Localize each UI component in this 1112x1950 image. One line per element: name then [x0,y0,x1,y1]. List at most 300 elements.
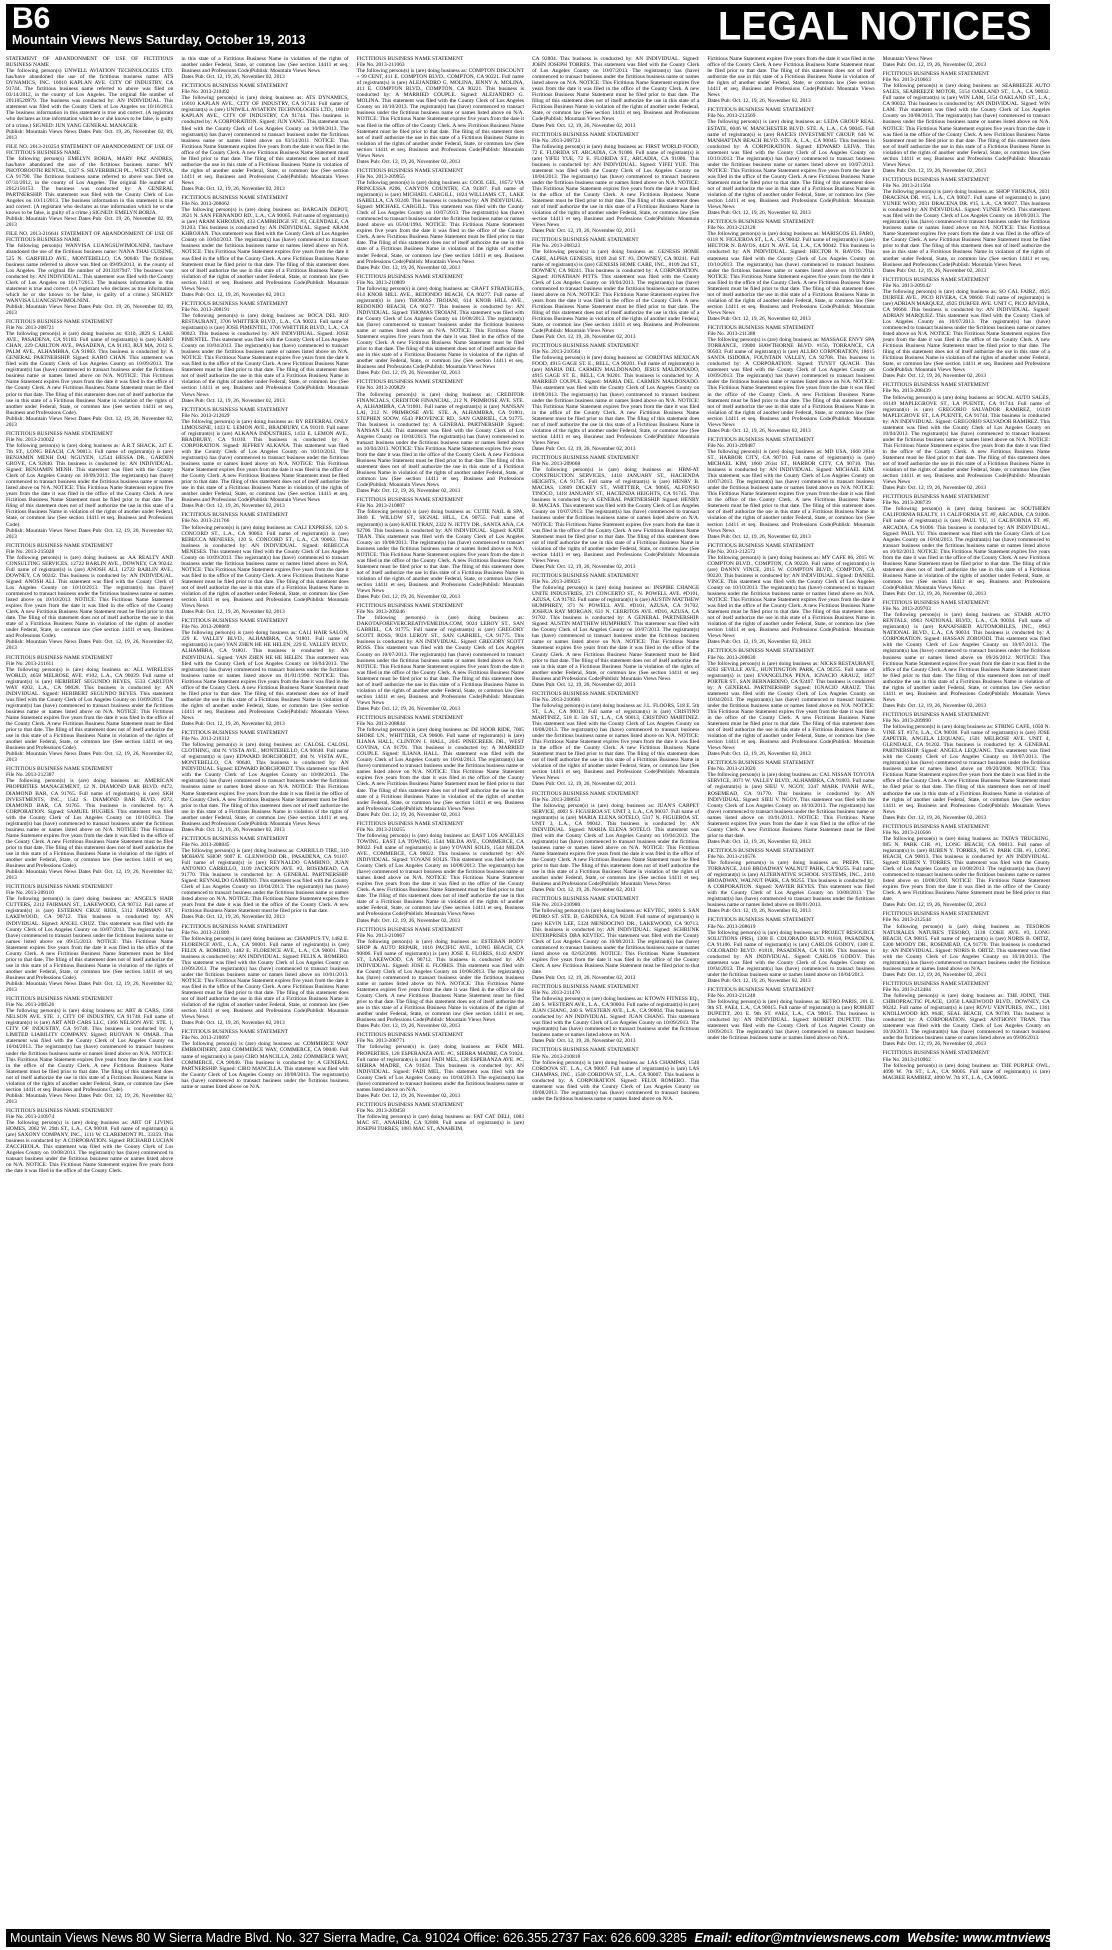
notice-title: FICTITIOUS BUSINESS NAME STATEMENT [6,996,113,1003]
notice-file-number: File No. 2013-208653 [531,796,581,803]
legal-notice [181,83,348,192]
notice-title: FICTITIOUS BUSINESS NAME STATEMENT [882,600,990,607]
legal-notice [6,56,173,141]
notice-publication-dates: Dates Pub: Oct. 12, 19, 26, November 02, 2013 [707,751,811,758]
notice-file-number: File No. 2013-210576 [707,854,756,860]
notice-publication-dates: Dates Pub: Oct. 12, 19, 26, November 02, 2013 [707,977,811,984]
notice-file-number: File No. 2013-209458 [356,1107,405,1114]
legal-notice [707,648,874,757]
legal-notice [532,56,699,129]
notice-file-number: File No. 2013-215028 [6,548,55,555]
notice-title: FICTITIOUS BUSINESS NAME STATEMENT [181,835,288,842]
notice-title: FICTITIOUS BUSINESS NAME STATEMENT [882,980,990,987]
notice-file-number: File No. 2013-211809 [181,929,230,936]
notice-title: FICTITIOUS BUSINESS NAME STATEMENT [707,325,814,332]
legal-notice [357,56,524,165]
legal-notice [883,712,1050,821]
notice-body: The following person(s) is (are) doing business as: LAS CHAMPAS, 1540 CORDOVA ST., L.A., CA 90007. Full name of registrant(s) is (are) LAS CHAMPAS, INC., 1540 CORDOVA ST., L.A., CA 90007. This business is conducted by: A CORPORATION. Signed: FELIX ROMERO. This statement was filed with the County Clerk of Los Angeles County on 10/08/2013. The registrant(s) has (have) commenced to transact business under the fictitious business name or names listed above on N/A. [531,1059,700,1102]
notice-body: The following person(s) is (are) doing business as: SO CAL FAIRZ, 4925 DURFEE AVE., PICO RIVERA, CA 90660. Full name of registrant(s) is (are) ADRIAN MARQUEZ, 4925 DURFEE AVE. UNIT C, PICO RIVERA, CA 90660. This business is conducted by: AN INDIVIDUAL. Signed: ADRIAN MARQUEZ. This statement was filed with the County Clerk of Los Angeles County on 10/07/2013. The registrant(s) has (have) commenced to transact business under the fictitious business name or names listed above on N/A. NOTICE: This Fictitious Name Statement expires five years from the date it was filed in the office of the County Clerk. A new Fictitious Business Name Statement must be filed prior to that date. The filing of this statement does not of itself authorize the use in this state of a Fictitious Business Name in violation of the rights of another under Federal, State, or common law (See section 14411 et seq. Business and Professions Code)Publish: Mountain Views News [882,288,1050,374]
notice-columns [6,56,1050,1928]
footer-email: Email: editor@mtnviewsnews.com [694,1931,900,1945]
notice-body: The following person(s) is (are) doing business as: GENESIS HOME CARE, ALPHA GENESIS, 8109 2nd ST. #3, DOWNEY, CA 90241. Full name of registrant(s) is (are) GENESIS HOME CARE, INC., 8109 2nd ST., DOWNEY, CA 90241. This business is conducted by: A CORPORATION. Signed: JONATHAN PITTS. This statement was filed with the County Clerk of Los Angeles County on 10/04/2013. The registrant(s) has (have) commenced to transact business under the fictitious business name or names listed above on N/A. NOTICE: This Fictitious Name Statement expires five years from the date it was filed in the office of the County Clerk. A new Fictitious Business Name Statement must be filed prior to that date. The filing of this statement does not of itself authorize the use in this state of a Fictitious Business Name in violation of the rights of another under Federal, State, or common law (See section 14411 et seq. Business and Professions Code)Publish: Mountain Views News [531,249,700,335]
notice-file-number: File No. 2013-208526 [6,1002,55,1009]
notice-body: The following person(s) is (are) doing business as: JUAN'S CARPET SERVICE, 4003 S. FIGUEROA ST. UNIT 3, L.A., CA 90037. Full name of registrant(s) is (are) MARIA ELENA SOTELO, 5317 N. FIGUEROA ST. UNIT 3, L.A., CA 90042. This business is conducted by: AN INDIVIDUAL. Signed: MARIA ELENA SOTELO. This statement was filed with the County Clerk of Los Angeles County on 10/04/2013. The registrant(s) has (have) commenced to transact business under the fictitious business name or names listed above on N/A. NOTICE: This Fictitious Name Statement expires five years from the date it was filed in the office of the County Clerk. A new Fictitious Business Name Statement must be filed prior to that date. The filing of this statement does not of itself authorize the use in this state of a Fictitious Business Name in violation of the rights of another under Federal, State, or common law (See section 14411 et seq. Business and Professions Code)Publish: Mountain Views News [531,802,700,888]
notice-title: FICTITIOUS BUSINESS NAME STATEMENT [531,983,639,990]
notice-publication-dates: Dates Pub: Oct. 12, 19, 26, November 02, 2013 [531,228,636,235]
notice-body: The following person(s) is (are) doing business as: 0310, 2829 S. LAKE AVE., PASADENA, CA 91103. Full name of registrant(s) is (are) KARO CHAN, 229 CARLTON AVE., PASADENA, CA 91103, RUI MA, 2012 S. PALM AVE., ALHAMBRA, CA 91803. This business is conducted by: A GENERAL PARTNERSHIP. Signed: KARO CHAN. This statement was filed with the County Clerk of Los Angeles County on 10/09/2013. The registrant(s) has (have) commenced to transact business under the fictitious business name or names listed above on N/A. NOTICE: This Fictitious Name Statement expires five years from the date it was filed in the office of the County Clerk. A new Fictitious Business Name Statement must be filed prior to that date. The filing of this statement does not of itself authorize the use in this state of a Fictitious Business Name in violation of the rights of another under Federal, State, or common law (See section 14411 et seq. Business and Professions Code). [6,331,174,416]
notice-file-number: File No. 2013-208771 [356,1038,405,1045]
notice-publication-dates: Publish: Mountain Views News Dates Pub: Oct. 12, 19, 26, November 02, 2013 [6,980,174,994]
notice-title: FICTITIOUS BUSINESS NAME STATEMENT [531,343,639,350]
notice-publication-dates: Dates Pub: Oct. 12, 19, 26, November 02, 2013 [707,533,811,540]
notice-file-number: File No. 2013-209142 [882,282,931,289]
legal-notice [6,1108,173,1175]
legal-notice [883,981,1050,1048]
notice-title: FICTITIOUS BUSINESS NAME STATEMENT [356,714,464,721]
notice-title: FICTITIOUS BUSINESS NAME STATEMENT [181,512,288,519]
notice-title: FICTITIOUS BUSINESS NAME STATEMENT [6,1107,113,1114]
legal-notice [6,144,173,229]
legal-notice [357,821,524,924]
notice-title: FICTITIOUS BUSINESS NAME STATEMENT [6,654,113,661]
notice-body: The following person(s) is (are) doing business as: COMPTON DISCOUNT + 99 CENT, 411 E. COMPTON BLVD., COMPTON, CA 90221. Full name of registrant(s) is (are) ALEJANDRO G. MOLINA, JENNY A. MOLINA, 411 E. COMPTON BLVD., COMPTON, CA 90221. This business is conducted by: A MARRIED COUPLE. Signed: ALEJANDRO G. MOLINA. This statement was filed with the County Clerk of Los Angeles County on 10/10/2013. The registrant(s) has (have) commenced to transact business under the fictitious business name or names listed above on N/A. NOTICE: This Fictitious Name Statement expires five years from the date it was filed in the office of the County Clerk. A new Fictitious Business Name Statement must be filed prior to that date. The filing of this statement does not of itself authorize the use in this state of a Fictitious Business Name in violation of the rights of another under Federal, State, or common law (See section 14411 et seq. Business and Professions Code)Publish: Mountain Views News [356,68,524,159]
legal-notice [883,277,1050,380]
notice-body: The following person(s) is (are) doing business as: CALI EXPRESS, 120 S. CONCORD ST., L.A., CA 90063. Full name of registrant(s) is (are) REBECCA MENESES, 120 S. CONCORD ST., L.A., CA 90063. This business is conducted by: AN INDIVIDUAL. Signed: REBECCA MENESES. This statement was filed with the County Clerk of Los Angeles County on 10/09/2013. The registrant(s) has (have) commenced to transact business under the fictitious business name or names listed above on N/A. NOTICE: This Fictitious Name Statement expires five years from the date it was filed in the office of the County Clerk. A new Fictitious Business Name Statement must be filed prior to that date. The filing of this statement does not of itself authorize the use in this state of a Fictitious Business Name in violation of the rights of another under Federal, State, or common law (See section 14411 et seq. Business and Professions Code)Publish: Mountain Views News [181,524,349,610]
notice-publication-dates: Dates Pub: Oct. 12, 19, 26, November 02, 2013 [882,902,987,909]
notice-title: FICTITIOUS BUSINESS NAME STATEMENT [882,71,990,78]
notice-file-number: File No. 2013-208323 [531,243,581,250]
legal-notice [6,319,173,428]
notice-title: FICTITIOUS BUSINESS NAME STATEMENT [882,911,990,918]
legal-notice [707,917,874,984]
notice-body: The following person(s) is (are) doing business as: MY CAFE 86, 2015 W. COMPTON BLVD., COMPTON, CA 90220. Full name of registrant(s) is (are) DANNY VINCE, 2015 W. COMPTON BLVD., COMPTON, CA 90220. This business is conducted by: AN INDIVIDUAL. Signed: DANIEL VINCE. This statement was filed with the County Clerk of Los Angeles County on 10/10/2013. The registrant(s) has (have) commenced to transact business under the fictitious business name or names listed above on N/A. NOTICE: This Fictitious Name Statement expires five years from the date it was filed in the office of the County Clerk. A new Fictitious Business Name Statement must be filed prior to that date. The filing of this statement does not of itself authorize the use in this state of a Fictitious Business Name in violation of the rights of another under Federal, State, or common law (See section 14411 et seq. Business and Professions Code)Publish: Mountain Views News [707,554,875,640]
notice-body: The following person(s) is (are) doing business as: THE PURPLE OWL, 4090 W. 7th ST., L.A., CA 90005. Full name of registrant(s) is (are) MACREE RAMIREZ, 4090 W. 7th ST., L.A., CA 90005. [882,1062,1050,1081]
notice-body: The following person(s) is (are) doing business as: FIRST WORLD FOOD, 72 E. FLORIDA ST. ARCADIA, CA 91006. Full name of registrant(s) is (are) YIFEI YUE, 72 E. FLORIDA ST., ARCADIA, CA 91006. This business is conducted by: AN INDIVIDUAL. Signed: YIFEI YUE. This statement was filed with the County Clerk of Los Angeles County on 10/04/2013. The registrant(s) has (have) commenced to transact business under the fictitious business name or names listed above on N/A. NOTICE: This Fictitious Name Statement expires five years from the date it was filed in the office of the County Clerk. A new Fictitious Business Name Statement must be filed prior to that date. The filing of this statement does not of itself authorize the use in this state of a Fictitious Business Name in violation of the rights of another under Federal, State, or common law (See section 14411 et seq. Business and Professions Code)Publish: Mountain Views News [531,143,700,229]
notice-title: FICTITIOUS BUSINESS NAME STATEMENT [707,219,814,226]
notice-publication-dates: Dates Pub: Oct. 12, 19, 26, November 02, 2013 [356,811,461,818]
notice-file-number: File No. 2013-211248 [707,993,756,1000]
notice-title: FICTITIOUS BUSINESS NAME STATEMENT [707,542,814,549]
notice-title: FILE NO. 2013-216641 STATEMENT OF ABANDONMENT OF USE OF FICTITIOUS BUSINESS NAME [6,231,174,244]
notice-title: FICTITIOUS BUSINESS NAME STATEMENT [356,497,464,504]
legal-notice [181,1029,348,1089]
notice-body: The following person(s) is (are) doing business as: A.R.T SHACK, 247 E. 7th ST., LONG BEACH, CA 90813. Full name of registrant(s) is (are) BENJAMIN MENH DAI NGUYEN, 12544 HESSA DR., GARDEN GROVE, CA 92840. This business is conducted by: AN INDIVIDUAL. Signed: BENJAMIN MENH. This statement was filed with the County Clerk of Los Angeles County on 10/09/2013. The registrant(s) has (have) commenced to transact business under the fictitious business name or names listed above on N/A. NOTICE: This Fictitious Name Statement expires five years from the date it was filed in the office of the County Clerk. A new Fictitious Business Name Statement must be filed prior to that date. The filing of this statement does not of itself authorize the use in this state of a Fictitious Business Name in violation of the rights of another under Federal, State, or common law (See section 14411 et seq. Business and Professions Code). [6,442,174,528]
legal-notice [181,407,348,510]
notice-file-number: File No. 2013-209955 [356,173,405,180]
notice-title: FICTITIOUS BUSINESS NAME STATEMENT [181,300,288,307]
notice-body: The following person(s) UNWELL AVIATION TECHNOLOGIES LTD. has/have abandoned the use of the fictitious business name: ATS DYNAMICS, INC. 16010 KAPLAN AVE. CITY OF INDUSTRY, CA 91744. The fictitious business name referred to above was filed on 03/14/2012, in the county of Los Angeles. The original file number of 20110520979. The business was conducted by: AN INDIVIDUAL. This statement was filed with the County Clerk of Los Angeles on 10/16/2013. The business information in this statement is true and correct. (A registrant who declares as true information which he or she knows to be false, is guilty of a crime.) SIGNED: JUN YANG GENERAL MANAGER [6,68,174,129]
notice-title: FICTITIOUS BUSINESS NAME STATEMENT [882,494,990,501]
notice-title: FICTITIOUS BUSINESS NAME STATEMENT [531,790,639,797]
notice-body: The following person(s) is (are) doing business as: DAKOTAFOREVERCREATIVEMEDIA.COM, 9024 LEROY ST., SAN GABRIEL, CA 91775. Full name of registrant(s) is (are) GREGORY SCOTT ROSS, 9024 LEROY ST., SAN GABRIEL, CA 91775. This business is conducted by: AN INDIVIDUAL. Signed: GREGORY SCOTT ROSS. This statement was filed with the County Clerk of Los Angeles County on 10/07/2013. The registrant(s) has (have) commenced to transact business under the fictitious business name or names listed above on N/A. NOTICE: This Fictitious Name Statement expires five years from the date it was filed in the office of the County Clerk. A new Fictitious Business Name Statement must be filed prior to that date. The filing of this statement does not of itself authorize the use in this state of a Fictitious Business Name in violation of the rights of another under Federal, State, or common law (See section 14411 et seq. Business and Professions Code)Publish: Mountain Views News [356,615,524,706]
notice-title: FICTITIOUS BUSINESS NAME STATEMENT [882,276,990,283]
notice-publication-dates: Dates Pub: Oct. 12, 19, 26, November 02, 2013 [181,914,285,921]
legal-notice [707,760,874,845]
page-footer [6,1929,1112,1947]
notice-publication-dates: Dates Pub: Oct. 12, 19, 26, November 02, 2013 [882,702,987,709]
notice-file-number: File No. 2013-209246 [356,609,405,616]
notice-title: FICTITIOUS BUSINESS NAME STATEMENT [181,730,288,737]
notice-publication-dates: Publish: Mountain Views News Dates Pub: Oct. 12, 19, 26, November 02, 2013 [6,415,174,428]
notice-file-number: File No. 2013-211564 [882,182,931,189]
notice-body: CA 92804. This business is conducted by: AN INDIVIDUAL. Signed: JOHN JOSEPH TORRES. This statement was filed with the County Clerk of Los Angeles County on 10/07/2013. The registrant(s) has (have) commenced to transact business under the fictitious business name or names listed above on N/A. NOTICE: This Fictitious Name Statement expires five years from the date it was filed in the office of the County Clerk. A new Fictitious Business Name Statement must be filed prior to that date. The filing of this statement does not of itself authorize the use in this state of a Fictitious Business Name in violation of the rights of another under Federal, State, or common law (See section 14411 et seq. Business and Professions Code)Publish: Mountain Views News [531,56,700,123]
notice-file-number: File No. 2013-210312 [181,736,230,743]
notice-file-number: File No. 2013-209025 [531,578,581,585]
legal-notice [181,512,348,615]
legal-notice [357,379,524,494]
legal-notice [707,543,874,646]
notice-file-number: File No. 2013-210564 [531,349,581,356]
notice-body: The following person(s) is (are) doing business as: ART & CARS, 1366 NELSON AVE. STE. 1, CITY OF INDUSTRY, CA 91748. Full name of registrant(s) is (are) ART AND CARS LLC, 1366 NELSON AVE. STE. 1, CITY OF INDUSTRY, CA 91748. This business is conducted by: A LIMITED LIABILITY COMPANY. Signed: RUOYAN N. OMAR. This statement was filed with the County Clerk of Los Angeles County on 10/04/2013. The registrant(s) has (have) commenced to transact business under the fictitious business name or names listed above on N/A. NOTICE: This Fictitious Name Statement expires five years from the date it was filed in the office of the County Clerk. A new Fictitious Business Name Statement must be filed prior to that date. The filing of this statement does not of itself authorize the use in this state of a Fictitious Business Name in violation of the rights of another under Federal, State, or common law (See section 14411 et seq. Business and Professions Code). [6,1008,174,1093]
notice-file-number: File No. 2013-210974 [6,1113,55,1120]
notice-publication-dates: Dates Pub: Oct. 12, 19, 26, November 02, 2013 [531,445,636,452]
notice-publication-dates: Dates Pub: Oct. 12, 19, 26, November 02, 2013 [181,74,285,81]
notice-title: FICTITIOUS BUSINESS NAME STATEMENT [356,820,464,827]
notice-publication-dates: Dates Pub: Oct. 12, 19, 26, November 02, 2013 [531,681,636,688]
notice-body: The following person(s) is (are) doing business as: FAT CAT DELI, 1083 MAC ST., ANAHEIM, CA 92808. Full name of registrant(s) is (are) JOSEPH TORRES, 1083 MAC ST., ANAHEIM, [356,1113,524,1133]
legal-notice [532,1047,699,1101]
notice-publication-dates: Dates Pub: Oct. 12, 19, 26, November 02, 2013 [707,639,811,646]
notice-file-number: File No. 2013-209110 [6,890,54,897]
notice-file-number: File No. 2013-208619 [707,923,756,930]
notice-title: FICTITIOUS BUSINESS NAME STATEMENT [707,436,814,443]
notice-file-number: File No. 2013-210962 [882,1056,931,1063]
legal-notice [532,455,699,570]
notice-body: The following person(s) is (are) doing business as: ART OF LIVING HOMES, 2062 W. 29th ST., L.A., CA 90018. Full name of registrant(s) is (are) SAXONY COMPANY, INC., 1111 W. CLAREMONT PL. 33359. This business is conducted by: A CORPORATION. Signed: RICHARD LUCIAN ZACCHEOLA. This statement was filed with the County Clerk of Los Angeles County on 10/08/2013. The registrant(s) has (have) commenced to transact business under the fictitious business name or names listed above on N/A. NOTICE: This Fictitious Name Statement expires five years from the date it was filed in the office of the County Clerk. [6,1120,174,1175]
notice-publication-dates: Dates Pub: Oct. 12, 19, 26, November 02, 2013 [882,971,987,978]
notice-title: FICTITIOUS BUSINESS NAME STATEMENT [356,379,464,386]
legal-notice [883,56,1050,68]
notice-publication-dates: Publish: Mountain Views News Dates Pub: Oct. 12, 19, 26, November 02, 2013 [6,639,174,652]
notice-title: FICTITIOUS BUSINESS NAME STATEMENT [531,572,639,579]
legal-notice [6,884,173,993]
legal-notice [6,996,173,1105]
notice-title: FICTITIOUS BUSINESS NAME STATEMENT [356,603,464,610]
notice-publication-dates: Dates Pub: Oct. 12, 19, 26, November 02, 2013 [882,167,987,174]
legal-notice [707,219,874,322]
legal-notice [181,56,348,80]
notice-file-number: File No. 2013-212629 [181,412,230,419]
notice-file-number: File No. 2013-210492 [181,89,230,96]
notice-body: The following person(s) is (are) doing business as: THE JOINT, THE CHIROPRACTIC PLACE, 12050 LAKEWOOD BLVD., DOWNEY, CA 90242. Full name of registrant(s) is (are) ROVU VENTURES, INC., 1361 KNOLLWOOD RD. #64E, SEAL BEACH, CA 90740. This business is conducted by: A CORPORATION. Signed: ANTHONY TRAN. This statement was filed with the County Clerk of Los Angeles County on 10/10/2013. The registrant(s) has (have) commenced to transact business under the fictitious business name or names listed above on 09/06/2013. [882,993,1050,1042]
notice-publication-dates: Publish: Mountain Views News Dates Pub: Oct. 19, 26, November 02, 09, 2013 [6,303,174,316]
notice-body: The following person(s) is (are) doing business as: SOCAL AUTO SALES, 16149 MAPLEGROVE ST., LA PUENTE, CA 91744. Full name of registrant(s) is (are) GREGORIO SALVADOR RAMIREZ, 16149 MAPLEGROVE ST., LA PUENTE, CA 91744. This business is conducted by: AN INDIVIDUAL. Signed: GREGORIO SALVADOR RAMIREZ. This statement was filed with the County Clerk of Los Angeles County on 10/04/2013. The registrant(s) has (have) commenced to transact business under the fictitious business name or names listed above on N/A. NOTICE: This Fictitious Name Statement expires five years from the date it was filed in the office of the County Clerk. A new Fictitious Business Name Statement must be filed prior to that date. The filing of this statement does not of itself authorize the use in this state of a Fictitious Business Name in violation of the rights of another under Federal, State, or common law (See section 14411 et seq. Business and Professions Code)Publish: Mountain Views News [882,394,1050,486]
notice-body: The following person(s) is (are) doing business as: FADI MEL PROPERTIES, 128 ESPERANZA AVE. #C, SIERRA MADRE, CA 91024. Full name of registrant(s) is (are) FADI MEL, 128 ESPERANZA AVE. #C, SIERRA MADRE, CA 91024. This business is conducted by: AN INDIVIDUAL. Signed: FADI MEL. This statement was filed with the County Clerk of Los Angeles County on 10/04/2013. The registrant(s) has (have) commenced to transact business under the fictitious business name or names listed above on N/A. [356,1044,524,1093]
notice-body: The following person(s) is (are) doing business as: CARRILLO TIRE, 310 MOHAVE SHOP, 9007 E. GLENWOOD DR., PASADENA, CA 91107. Full name of registrant(s) is (are) REYNALDO GAMBINO, JUAN ANTONIO CARRILLO, 3109 JACKSON AVE. #2, ROSEMEAD, CA 91770. This business is conducted by: A GENERAL PARTNERSHIP. Signed: REYNALDO GAMBINO. This statement was filed with the County Clerk of Los Angeles County on 10/04/2013. The registrant(s) has (have) commenced to transact business under the fictitious business name or names listed above on N/A. NOTICE: This Fictitious Name Statement expires five years from the date it was filed in the office of the County Clerk. A new Fictitious Business Name Statement must be filed prior to that date. [181,847,349,915]
legal-notice [357,1032,524,1099]
legal-notice [532,343,699,452]
legal-notice [883,1050,1050,1080]
notice-body: The following person(s) is (are) doing business as: KEVTEC, 16801 S. SAN PEDRO ST. STE. B, GARDENA, CA 90248. Full name of registrant(s) is (are) KEVIN LEE, 5324 MENDOCINO DR., LAKEWOOD, CA 90713. This business is conducted by: AN INDIVIDUAL. Signed: SCHRUNK ENTERPRISES DBA KEVTEC. This statement was filed with the County Clerk of Los Angeles County on 10/08/2013. The registrant(s) has (have) commenced to transact business under the fictitious business name or names listed above on 02/02/2006. NOTICE: This Fictitious Name Statement expires five years from the date it was filed in the office of the County Clerk. A new Fictitious Business Name Statement must be filed prior to that date. [531,908,700,975]
legal-notice [181,618,348,727]
notice-file-number: File No. 2013-210818 [531,1053,581,1060]
notice-body: The following person(s) is (are) doing business as: CRAFT STRATEGIES, 614 KNOB HILL AVE., REDONDO BEACH, CA 90277. Full name of registrant(s) is (are) THOMAS TROIANI, 614 KNOB HILL AVE., REDONDO BEACH, CA 90277. This business is conducted by: AN INDIVIDUAL. Signed: THOMAS TROIANI. This statement was filed with the County Clerk of Los Angeles County on 10/08/2013. The registrant(s) has (have) commenced to transact business under the fictitious business name or names listed above on N/A. NOTICE: This Fictitious Name Statement expires five years from the date it was filed in the office of the County Clerk. A new Fictitious Business Name Statement must be filed prior to that date. The filing of this statement does not of itself authorize the use in this state of a Fictitious Business Name in violation of the rights of another under Federal, State, or common law (See section 14411 et seq. Business and Professions Code)Publish: Mountain Views News [356,285,524,371]
notice-file-number: File No. 2013-210980 [531,902,581,909]
notice-publication-dates: Dates Pub: Oct. 12, 19, 26, November 02, 2013 [356,264,461,271]
notice-file-number: File No. 2013-212569 [707,113,756,120]
legal-notice [883,71,1050,174]
legal-notice [883,911,1050,978]
notice-title: FICTITIOUS BUSINESS NAME STATEMENT [531,455,639,461]
legal-notice [883,382,1050,491]
notice-body: The following person(s) WANVISA LUANGSUWIMOLNINI, has/have abandoned the use of the fictitious business name: NANA THAI CUISINE, 525 N. GARFIELD AVE., MONTEBELLO, CA 90640. The fictitious business name referred to above was filed on 09/09/2013, in the county of Los Angeles. The original file number of 2013187947. The business was conducted by: AN INDIVIDUAL. This statement was filed with the County Clerk of Los Angeles on 10/17/2013. The business information in this statement is true and correct. (A registrant who declares as true information which he or she knows to be false, is guilty of a crime.) SIGNED: WANVISA LUANGSUWIMOLNINI. [6,243,174,304]
notice-file-number: File No. 2013-212128 [707,225,756,232]
notice-file-number: File No. 2013-210255 [356,826,405,833]
notice-publication-dates: Publish: Mountain Views News Dates Pub: Oct. 19, 26, November 02, 09, 2013 [6,128,174,141]
notice-publication-dates: Dates Pub: Oct. 12, 19, 26, November 02, 2013 [181,609,285,616]
notice-publication-dates: Dates Pub: Oct. 12, 19, 26, November 02, 2013 [531,334,636,341]
legal-notice [532,691,699,788]
page-number: B6 [12,2,51,35]
notice-publication-dates: Dates Pub: Oct. 12, 19, 26, November 02, 2013 [531,563,636,570]
notice-publication-dates: Publish: Mountain Views News Dates Pub: Oct. 12, 19, 26, November 02, 2013 [6,869,174,882]
notice-body: Mountain Views News [882,56,933,62]
notice-publication-dates: Dates Pub: Oct. 12, 19, 26, November 02, 2013 [181,185,285,192]
legal-notice [707,848,874,915]
legal-notice [6,231,173,316]
notice-body: The following person(s) is (are) doing business as: HBM-AT CONSTRUCTION SERVICES, 1418 JANUARY ST., HACIENDA HEIGHTS, CA 91745. Full name of registrant(s) is (are) HENRY B. MACIAS, 13609 DICKEY ST., WHITTIER, CA 90605, ALFONSO TINOCO, 1418 JANUARY ST., HACIENDA HEIGHTS, CA 91745. This business is conducted by: A GENERAL PARTNERSHIP. Signed: HENRY B. MACIAS. This statement was filed with the County Clerk of Los Angeles County on 10/07/2013. The registrant(s) has (have) commenced to transact business under the fictitious business name or names listed above on N/A. NOTICE: This Fictitious Name Statement expires five years from the date it was filed in the office of the County Clerk. A new Fictitious Business Name Statement must be filed prior to that date. The filing of this statement does not of itself authorize the use in this state of a Fictitious Business Name in violation of the rights of another under Federal, State, or common law (See section 14411 et seq. Business and Professions Code)Publish: Mountain Views News [531,467,700,564]
notice-title: FICTITIOUS BUSINESS NAME STATEMENT [707,917,814,924]
notice-title: FICTITIOUS BUSINESS NAME STATEMENT [6,430,113,437]
notice-title: FICTITIOUS BUSINESS NAME STATEMENT [707,648,814,655]
notice-body: The following person(s) is (are) doing business as: ESTEBAN BODY SHOP & AUTO REPAIR, 1016 PACIFIC AVE., LONG BEACH, CA 90806. Full name of registrant(s) is (are) JOSE E. FLORES, 6142 ANDY ST., LAKEWOOD, CA 90712. This business is conducted by: AN INDIVIDUAL. Signed: JOSE E. FLORES. This statement was filed with the County Clerk of Los Angeles County on 10/08/2013. The registrant(s) has (have) commenced to transact business under the fictitious business name or names listed above on N/A. NOTICE: This Fictitious Name Statement expires five years from the date it was filed in the office of the County Clerk. A new Fictitious Business Name Statement must be filed prior to that date. The filing of this statement does not of itself authorize the use in this state of a Fictitious Business Name in violation of the rights of another under Federal, State, or common law (See section 14411 et seq. Business and Professions Code)Publish: Mountain Views News [356,938,524,1024]
notice-title: FICTITIOUS BUSINESS NAME STATEMENT [6,766,113,773]
notice-body: The following person(s) is (are) doing business as: INSPIRE CHANGE UNITE INDUSTRIES, 371 CONCERTO ST., N. POWELL AVE. #D101, AZUSA, CA 91702. Full name of registrant(s) is (are) AUSTIN MATTHEW HUMPHREY, 371 N. POWELL AVE. #D101, AZUSA, CA 91702, JOSHUA RAY MORGAN, 631 N. CERRITOS AVE. #D16, AZUSA, CA 91702. This business is conducted by: A GENERAL PARTNERSHIP. Signed: AUSTIN MATTHEW HUMPHREY. This statement was filed with the County Clerk of Los Angeles County on 10/07/2013. The registrant(s) has (have) commenced to transact business under the fictitious business name or names listed above on N/A. NOTICE: This Fictitious Name Statement expires five years from the date it was filed in the office of the County Clerk. A new Fictitious Business Name Statement must be filed prior to that date. The filing of this statement does not of itself authorize the use in this state of a Fictitious Business Name in violation of the rights of another under Federal, State, or common law (See section 14411 et seq. Business and Professions Code)Publish: Mountain Views News [531,584,700,682]
notice-body: The following person(s) is (are) doing business as: NICKS RESTAURANT, 8203 SEVILLE AVE., HUNTINGTON PARK, CA 90255. Full name of registrant(s) is (are) EVANGELINA PENA, IGNACIO ARAUZ, 1827 PORTER ST., SAN BERNARDINO, CA 92407. This business is conducted by: A GENERAL PARTNERSHIP. Signed: IGNACIO ARAUZ. This statement was filed with the County Clerk of Los Angeles County on 10/04/2013. The registrant(s) has (have) commenced to transact business under the fictitious business name or names listed above on N/A. NOTICE: This Fictitious Name Statement expires five years from the date it was filed in the office of the County Clerk. A new Fictitious Business Name Statement must be filed prior to that date. The filing of this statement does not of itself authorize the use in this state of a Fictitious Business Name in violation of the rights of another under Federal, State, or common law (See section 14411 et seq. Business and Professions Code)Publish: Mountain Views News [707,660,875,752]
notice-file-number: File No. 2013-208723 [531,137,581,144]
legal-notice [357,1102,524,1132]
notice-body: The following person(s) is (are) doing business as: CHAMPUS TV, 1482 E. FLORENCE AVE., L.A., CA 90001. Full name of registrant(s) is (are) FELIX A. ROMERO, 1482 E. FLORENCE AVE., L.A., CA 90001. This business is conducted by: AN INDIVIDUAL. Signed: FELIX A. ROMERO. This statement was filed with the County Clerk of Los Angeles County on 10/09/2013. The registrant(s) has (have) commenced to transact business under the fictitious business name or names listed above on 10/01/2013. NOTICE: This Fictitious Name Statement expires five years from the date it was filed in the office of the County Clerk. A new Fictitious Business Name Statement must be filed prior to that date. The filing of this statement does not of itself authorize the use in this state of a Fictitious Business Name in violation of the rights of another under Federal, State, or common law (See section 14411 et seq. Business and Professions Code)Publish: Mountain Views News [181,935,349,1021]
notice-body: The following person(s) is (are) doing business as: STARR AUTO RENTALS, 8963 NATIONAL BLVD., L.A., CA 90034. Full name of registrant(s) is (are) RANAFSHED AUTOMOBILES, INC., 8963 NATIONAL BLVD., L.A., CA 90034. This business is conducted by: A CORPORATION. Signed: HASSAN ZOROODI. This statement was filed with the County Clerk of Los Angeles County on 10/07/2013. The registrant(s) has (have) commenced to transact business under the fictitious business name or names listed above on 09/26/2012. NOTICE: This Fictitious Name Statement expires five years from the date it was filed in the office of the County Clerk. A new Fictitious Business Name Statement must be filed prior to that date. The filing of this statement does not of itself authorize the use in this state of a Fictitious Business Name in violation of the rights of another under Federal, State, or common law (See section 14411 et seq. Business and Professions Code)Publish: Mountain Views News [882,612,1050,703]
notice-title: FICTITIOUS BUSINESS NAME STATEMENT [882,823,990,830]
notice-body: The following person(s) is (are) doing business as: MASSAGE ENVY SPA TORRANCE, 19800 HAWTHORNE BLVD. #150, TORRANCE, CA 90503. Full name of registrant(s) is (are) ALLBO CORPORATION, 18615 SANTA ISIDORA, FOUNTAIN VALLEY, CA 92708. This business is conducted by: A CORPORATION. Signed: TUYET QUACH. This statement was filed with the County Clerk of Los Angeles County on 10/09/2013. The registrant(s) has (have) commenced to transact business under the fictitious business name or names listed above on N/A. NOTICE: This Fictitious Name Statement expires five years from the date it was filed in the office of the County Clerk. A new Fictitious Business Name Statement must be filed prior to that date. The filing of this statement does not of itself authorize the use in this state of a Fictitious Business Name in violation of the rights of another under Federal, State, or common law (See section 14411 et seq. Business and Professions Code)Publish: Mountain Views News [707,337,875,428]
notice-file-number: File No. 2013-212544 [882,917,931,924]
notice-file-number: File No. 2013-210097 [181,1035,230,1042]
notice-title: FICTITIOUS BUSINESS NAME STATEMENT [356,56,464,62]
notice-publication-dates: Dates Pub: Oct. 12, 19, 26, November 02, 2013 [882,814,987,821]
notice-column [181,56,348,1928]
legal-notice [883,824,1050,909]
notice-body: The following person(s) is (are) doing business as: AA REALTY AND CONSULTING SERVICES, 12722 BARLIN AVE., DOWNEY, CA 90242. Full name of registrant(s) is (are) ANOSH ALI, 12722 BARLIN AVE., DOWNEY, CA 90242. This business is conducted by: AN INDIVIDUAL. Signed: ANOSH ALI. This statement was filed with the County Clerk of Los Angeles County on 10/10/2013. The registrant(s) has (have) commenced to transact business under the fictitious business name or names listed above on 10/10/2013. NOTICE: This Fictitious Name Statement expires five years from the date it was filed in the office of the County Clerk. A new Fictitious Business Name Statement must be filed prior to that date. The filing of this statement does not of itself authorize the use in this state of a Fictitious Business Name in violation of the rights of another under Federal, State, or common law (See section 14411 et seq. Business and Professions Code). [6,554,174,640]
notice-publication-dates: Dates Pub: Oct. 12, 19, 26, November 02, 2013 [181,721,285,728]
notice-publication-dates: Publish: Mountain Views News Dates Pub: Oct. 12, 19, 26, November 02, 2013 [6,527,174,540]
legal-notice [707,987,874,1041]
notice-file-number: File No. 2013-209990 [882,717,931,724]
notice-title: FICTITIOUS BUSINESS NAME STATEMENT [882,1050,990,1057]
notice-body: The following person(s) is (are) doing business as: J.L. FLOORS, 518 E. 5th ST., L.A., CA 90013. Full name of registrant(s) is (are) CRISTINO MARTINEZ, 518 E. 5th ST., L.A., CA 90013, CRISTINO MARTINEZ. This statement was filed with the County Clerk of Los Angeles County on 10/08/2013. The registrant(s) has (have) commenced to transact business under the fictitious business name or names listed above on N/A. NOTICE: This Fictitious Name Statement expires five years from the date it was filed in the office of the County Clerk. A new Fictitious Business Name Statement must be filed prior to that date. The filing of this statement does not of itself authorize the use in this state of a Fictitious Business Name in violation of the rights of another under Federal, State, or common law (See section 14411 et seq. Business and Professions Code)Publish: Mountain Views News [531,702,700,782]
notice-title: FICTITIOUS BUSINESS NAME STATEMENT [6,884,113,891]
legal-notice [6,655,173,764]
notice-publication-dates: Dates Pub: Oct. 12, 19, 26, November 02, 2013 [882,373,987,380]
legal-notice [532,791,699,894]
notice-title: FICTITIOUS BUSINESS NAME STATEMENT [531,896,639,903]
notice-publication-dates: Dates Pub: Oct. 12, 19, 26, November 02, 2013 [356,1023,461,1030]
notice-publication-dates: Dates Pub: Oct. 12, 19, 26, November 02, 2013 [356,705,461,712]
notice-column [883,56,1050,1928]
notice-title: FICTITIOUS BUSINESS NAME STATEMENT [6,318,113,325]
notice-publication-dates: Dates Pub: Oct. 12, 19, 26, November 02, 2013 [707,838,811,845]
legal-notice [707,56,874,104]
legal-notice [707,325,874,434]
notice-body: The following person(s) is (are) doing business as: LEDA GROUP REAL ESTATE, 6046 W. MANCHESTER BLVD. STE. A, L.A., CA 90045. Full name of registrant(s) is (are) RAICES INVESTMENT GROUP, 646 W. MANHATTAN BEACH BLVD. STE. A, L.A., CA 90045. This business is conducted by: A CORPORATION. Signed: EDWARD LEIVA. This statement was filed with the County Clerk of Los Angeles County on 10/10/2013. The registrant(s) has (have) commenced to transact business under the fictitious business name or names listed above on 10/07/2013. NOTICE: This Fictitious Name Statement expires five years from the date it was filed in the office of the County Clerk. A new Fictitious Business Name Statement must be filed prior to that date. The filing of this statement does not of itself authorize the use in this state of a Fictitious Business Name in violation of the rights of another under Federal, State, or common law (See section 14411 et seq. Business and Professions Code)Publish: Mountain Views News [707,119,875,211]
legal-notice [181,924,348,1027]
notice-body: The following person(s) is (are) doing business as: TESOROS NATURALES NATURE'S TESORO, 3138 COKE AVE. #3, LONG BEACH, CA 90815. Full name of registrant(s) is (are) NORIS B. ORTIZ, 5300 MOODY DR., ROSEMEAD, CA 91770. This business is conducted by: AN INDIVIDUAL. Signed: NORIS B. ORTIZ. This statement was filed with the County Clerk of Los Angeles County on 10/10/2013. The registrant(s) has (have) commenced to transact business under the fictitious business name or names listed above on N/A. [882,923,1050,972]
notice-title: FICTITIOUS BUSINESS NAME STATEMENT [181,83,288,90]
notice-body: The following person(s) is (are) doing business as: MARISCOS EL FARO, 6118 N. FIGUEROA ST., L.A., CA 90042. Full name of registrant(s) is (are) HECTOR N. RAVOS, 4421 N. AVE. 54, L.A., CA 90042. This business is conducted by: AN INDIVIDUAL. Signed: HECTOR N. RAVOS. This statement was filed with the County Clerk of Los Angeles County on 10/10/2013. The registrant(s) has (have) commenced to transact business under the fictitious business name or names listed above on 10/10/2013. NOTICE: This Fictitious Name Statement expires five years from the date it was filed in the office of the County Clerk. A new Fictitious Business Name Statement must be filed prior to that date. The filing of this statement does not of itself authorize the use in this state of a Fictitious Business Name in violation of the rights of another under Federal, State, or common law (See section 14411 et seq. Business and Professions Code)Publish: Mountain Views News [707,231,875,316]
legal-notice [6,543,173,652]
notice-publication-dates: Dates Pub: Oct. 12, 19, 26, November 02, 2013 [707,315,811,322]
legal-notice [532,984,699,1044]
notice-publication-dates: Dates Pub: Oct. 12, 19, 26, November 02, 2013 [356,158,461,165]
notice-body: The following person(s) is (are) doing business as: PROJECT RESOURCE SOLUTIONS (PRS), 1308 E. COLORADO BLVD. #1818, PASADENA, CA 91106. Full name of registrant(s) is (are) CARLOS GODOY, 1308 E. COLORADO BLVD. #1818, PASADENA, CA 91106. This business is conducted by: AN INDIVIDUAL. Signed: CARLOS GODOY. This statement was filed with the County Clerk of Los Angeles County on 10/04/2013. The registrant(s) has (have) commenced to transact business under the fictitious business name or names listed above on 10/04/2013. [707,929,875,978]
notice-publication-dates: Dates Pub: Oct. 12, 19, 26, November 02, 2013 [531,974,636,981]
notice-publication-dates: Dates Pub: Oct. 12, 19, 26, November 02, 2013 [882,485,987,492]
notice-publication-dates: Dates Pub: Oct. 12, 19, 26, November 02, 2013 [707,427,811,434]
notice-title: FILE NO. 2013-210254 STATEMENT OF ABANDONMENT OF USE OF FICTITIOUS BUSINESS NAME [6,143,174,156]
legal-notice [357,603,524,712]
notice-title: FICTITIOUS BUSINESS NAME STATEMENT [181,1029,288,1036]
notice-title: FICTITIOUS BUSINESS NAME STATEMENT [707,847,814,854]
notice-body: The following person(s) is (are) doing business as: CALI HAIR SALON, 229 E. VALLEY BLVD., ALHAMBRA, CA 91801. Full name of registrant(s) is (are) YAN ZHEN HE HE HELEN, 229 E. VALLEY BLVD., ALHAMBRA, CA 91801. This business is conducted by: AN INDIVIDUAL. Signed: YAN ZHEN HE HE HELEN. This statement was filed with the County Clerk of Los Angeles County on 10/04/2013. The registrant(s) has (have) commenced to transact business under the fictitious business name or names listed above on 01/01/1990. NOTICE: This Fictitious Name Statement expires five years from the date it was filed in the office of the County Clerk. A new Fictitious Business Name Statement must be filed prior to that date. The filing of this statement does not of itself authorize the use in this state of a Fictitious Business Name in violation of the rights of another under Federal, State, or common law (See section 14411 et seq. Business and Professions Code)Publish: Mountain Views News [181,630,349,721]
notice-file-number: File No. 2013-210022 [6,436,55,443]
notice-title: FICTITIOUS BUSINESS NAME STATEMENT [356,1032,464,1039]
notice-body: The following person(s) is (are) doing business as: GORDITAS MEXICAN FOOD, 4915 GAGE ST. E., BELL, CA 90201. Full name of registrant(s) is (are) MARIA DEL CARMEN MALDONADO, JESUS MALDONADO, 4915 GAGE ST. E., BELL, CA 90201. This business is conducted by: A MARRIED COUPLE. Signed: MARIA DEL CARMEN MALDONADO. This statement was filed with the County Clerk of Los Angeles County on 10/08/2013. The registrant(s) has (have) commenced to transact business under the fictitious business name or names listed above on N/A. NOTICE: This Fictitious Name Statement expires five years from the date it was filed in the office of the County Clerk. A new Fictitious Business Name Statement must be filed prior to that date. The filing of this statement does not of itself authorize the use in this state of a Fictitious Business Name in violation of the rights of another under Federal, State, or common law (See section 14411 et seq. Business and Professions Code)Publish: Mountain Views News [531,355,700,446]
legal-notice [532,573,699,688]
notice-publication-dates: Dates Pub: Oct. 12, 19, 26, November 02, 2013 [882,591,987,598]
notice-body: The following person(s) EMELYN BORJA, MARY PAZ ANDRES, has/have abandoned the use of the fictitious business name: MY PHOTOBOOTH RENTAL, 1327 S. SILVERBIRCH PL., WEST COVINA, CA 91790. The fictitious business name referred to above was filed on 07/31/2012, in the county of Los Angeles. The original file number of 2012156153. The business was conducted by: A GENERAL PARTNERSHIP. This statement was filed with the County Clerk of Los Angeles on 10/11/2013. The business information in this statement is true and correct. (A registrant who declares as true information which he or she knows to be false, is guilty of a crime.) SIGNED: EMELYN BORJA. [6,155,174,217]
notice-body: Fictitious Name Statement expires five years from the date it was filed in the office of the County Clerk. A new Fictitious Business Name Statement must be filed prior to that date. The filing of this statement does not of itself authorize the use in this state of a Fictitious Business Name in violation of the rights of another under Federal, State, or common law (See section 14411 et seq. Business and Professions Code)Publish: Mountain Views News [707,56,875,99]
notice-body: The following person(s) is (are) doing business as: EAST LOS ANGELES TOWING, EAST LA TOWING, 1544 MILDA AVE., COMMERCE, CA 90022. Full name of registrant(s) is (are) YOVANI SOLIS, 1544 MILDA AVE., COMMERCE, CA 90022. This business is conducted by: AN INDIVIDUAL. Signed: YOVANI SOLIS. This statement was filed with the County Clerk of Los Angeles County on 10/08/2013. The registrant(s) has (have) commenced to transact business under the fictitious business name or names listed above on N/A. NOTICE: This Fictitious Name Statement expires five years from the date it was filed in the office of the County Clerk. A new Fictitious Business Name Statement must be filed prior to that date. The filing of this statement does not of itself authorize the use in this state of a Fictitious Business Name in violation of the rights of another under Federal, State, or common law (See section 14411 et seq. Business and Professions Code)Publish: Mountain Views News [356,832,524,918]
legal-notice [357,497,524,600]
notice-file-number: File No. 2013-210566 [882,829,931,836]
legal-notice [181,195,348,298]
notice-publication-dates: Dates Pub: Oct. 12, 19, 26, November 02, 2013 [356,370,461,377]
legal-notice [181,836,348,921]
notice-title: FICTITIOUS BUSINESS NAME STATEMENT [181,406,288,413]
notice-column [707,56,874,1928]
notice-body: The following person(s) is (are) doing business as: ANGEL'S HAIR CUTTERS, 2312 FAIRMAN ST., LAKEWOOD, CA 90712. Full name of registrant(s) is (are) ESTEBAN CRUZ RIOS, 5312 FAIRMAN ST., LAKEWOOD, CA 90712. This business is conducted by: AN INDIVIDUAL. Signed: ANGEL CRUZ. This statement was filed with the County Clerk of Los Angeles County on 10/07/2013. The registrant(s) has (have) commenced to transact business under the fictitious business name or names listed above on 09/15/2013. NOTICE: This Fictitious Name Statement expires five years from the date it was filed in the office of the County Clerk. A new Fictitious Business Name Statement must be filed prior to that date. The filing of this statement does not of itself authorize the use in this state of a Fictitious Business Name in violation of the rights of another under Federal, State, or common law (See section 14411 et seq. Business and Professions Code). [6,896,174,981]
notice-file-number: File No. 2013-208739 [882,500,931,507]
notice-file-number: File No. 2013-208869 [181,624,230,631]
notice-title: FICTITIOUS BUSINESS NAME STATEMENT [356,167,464,174]
notice-file-number: File No. 2013-212387 [6,772,55,779]
notice-title: FICTITIOUS BUSINESS NAME STATEMENT [531,237,639,244]
notice-publication-dates: Dates Pub: Oct. 12, 19, 26, November 02, 2013 [707,908,811,915]
notice-title: FICTITIOUS BUSINESS NAME STATEMENT [181,923,288,930]
notice-body: The following person(s) is (are) doing business as: STRING CAFE, 1050 N. VINE ST. #374, L.A., CA 90038. Full name of registrant(s) is (are) JOSE ZAPETER, ANGELA LEQUANG, 1501 MELROSE AVE. UNIT 4, GLENDALE, CA 91202. This business is conducted by: A GENERAL PARTNERSHIP. Signed: ANGELA LEQUANG. This statement was filed with the County Clerk of Los Angeles County on 10/07/2013. The registrant(s) has (have) commenced to transact business under the fictitious business name or names listed above on 09/20/2008. NOTICE: This Fictitious Name Statement expires five years from the date it was filed in the office of the County Clerk. A new Fictitious Business Name Statement must be filed prior to that date. The filing of this statement does not of itself authorize the use in this state of a Fictitious Business Name in violation of the rights of another under Federal, State, or common law (See section 14411 et seq. Business and Professions Code)Publish: Mountain Views News [882,724,1050,815]
legal-notice [883,177,1050,274]
notice-file-number: File No. 2013-209487 [707,442,756,449]
footer-website: Website: www.mtnviewsnews.com [907,1931,1112,1945]
notice-file-number: File No. 2013-211766 [181,518,230,525]
notice-publication-dates: Dates Pub: Oct. 12, 19, 26, November 02, 2013 [356,1092,461,1099]
notice-file-number: File No. 2013-209668 [531,461,581,468]
notice-body: The following person(s) is (are) doing business as: COMMERCE WAY EMBROIDERY, 2402 COMMERCE WAY, COMMERCE, CA 90040. Full name of registrant(s) is (are) CIRO MANCILLA, 2402 COMMERCE WAY, COMMERCE, CA 90040. This business is conducted by: A GENERAL PARTNERSHIP. Signed: CIRO MANCILLA. This statement was filed with the County Clerk of Los Angeles County on 10/08/2013. The registrant(s) has (have) commenced to transact business under the fictitious business name or names listed above on N/A. [181,1041,349,1090]
notice-publication-dates: Publish: Mountain Views News Dates Pub: Oct. 19, 26, November 02, 09, 2013 [6,216,174,229]
notice-file-number: File No. 2013-208662 [181,201,230,208]
notice-title: FICTITIOUS BUSINESS NAME STATEMENT [531,131,639,138]
notice-body: The following person(s) is (are) doing business as: CAL NISSAN TOYOTA SERVICE, 3071 W. VALLEY BLVD., ALHAMBRA, CA 91803. Full name of registrant(s) is (are) SIEU V. NGOY, 3347 MARK IVANH AVE., ROSEMEAD, CA 91770. This business is conducted by: AN INDIVIDUAL. Signed: SIEU V. NGOY. This statement was filed with the County Clerk of Los Angeles County on 10/10/2013. The registrant(s) has (have) commenced to transact business under the fictitious business name or names listed above on 10/01/2013. NOTICE: This Fictitious Name Statement expires five years from the date it was filed in the office of the County Clerk. A new Fictitious Business Name Statement must be filed prior to that date. [707,772,875,839]
notice-body: The following person(s) is (are) doing business as: KTOWN FITNESS EQ., 240 S. WESTERN AVE., L.A., CA 90004. Full name of registrant(s) is (are) JUAN CHANG, 240 S. WESTERN AVE., L.A., CA 90004. This business is conducted by: AN INDIVIDUAL. Signed: JUAN CHANG. This statement was filed with the County Clerk of Los Angeles County on 10/09/2013. The registrant(s) has (have) commenced to transact business under the fictitious business name or names listed above on N/A. [531,996,700,1039]
notice-body: The following person(s) is (are) doing business as: ATS DYNAMICS, 16010 KAPLAN AVE., CITY OF INDUSTRY, CA 91744. Full name of registrant(s) is (are) UNIWILL AVIATION TECHNOLOGIES LTD., 16010 KAPLAN AVE., CITY OF INDUSTRY, CA 91744. This business is conducted by: A CORPORATION. Signed: JUN YANG. This statement was filed with the County Clerk of Los Angeles County on 10/08/2013. The registrant(s) has (have) commenced to transact business under the fictitious business name or names listed above on 03/14/2011. NOTICE: This Fictitious Name Statement expires five years from the date it was filed in the office of the County Clerk. A new Fictitious Business Name Statement must be filed prior to that date. The filing of this statement does not of itself authorize the use in this state of a Fictitious Business Name in violation of the rights of another under Federal, State, or common law (See section 14411 et seq. Business and Professions Code)Publish: Mountain Views News [181,95,349,186]
notice-title: FICTITIOUS BUSINESS NAME STATEMENT [6,542,113,549]
notice-body: The following person(s) is (are) doing business as: MD USA, 1660 261st ST., HARBOR CITY, CA 90710. Full name of registrant(s) is (are) MICHAEL KIM, 1660 261st ST., HARBOR CITY, CA 90710. This business is conducted by: AN INDIVIDUAL. Signed: MICHAEL KIM. This statement was filed with the County Clerk of Los Angeles County on 10/07/2013. The registrant(s) has (have) commenced to transact business under the fictitious business name or names listed above on N/A. NOTICE: This Fictitious Name Statement expires five years from the date it was filed in the office of the County Clerk. A new Fictitious Business Name Statement must be filed prior to that date. The filing of this statement does not of itself authorize the use in this state of a Fictitious Business Name in violation of the rights of another under Federal, State, or common law (See section 14411 et seq. Business and Professions Code)Publish: Mountain Views News [707,448,875,534]
notice-publication-dates: Dates Pub: Oct. 12, 19, 26, November 02, 2013 [181,291,285,298]
notice-file-number: File No. 2013-211470 [531,990,580,997]
notice-body: The following person(s) is (are) doing business as: TATA'S TRUCKING, 985 N. PARK CIR. #1, LONG BEACH, CA 90813. Full name of registrant(s) is (are) RUBEN Y. TORRES, 985 N. PARK CIR. #1, LONG BEACH, CA 90813. This business is conducted by: AN INDIVIDUAL. Signed: RUBEN Y. TORRES. This statement was filed with the County Clerk of Los Angeles County on 10/08/2013. The registrant(s) has (have) commenced to transact business under the fictitious business name or names listed above on 10/08/2010. NOTICE: This Fictitious Name Statement expires five years from the date it was filed in the office of the County Clerk. A new Fictitious Business Name Statement must be filed prior to that date. [882,835,1050,903]
notice-column [532,56,699,1928]
notice-file-number: File No. 2013-208439 [882,388,931,395]
notice-body: The following person(s) is (are) doing business as: SOUTHERN CALIFORNIA REALTY, 11 CALIFORNIA ST. #F, ARCADIA, CA 91006. Full name of registrant(s) is (are) PAUL YU, 11 CALIFORNIA ST. #F, ARCADIA, CA 91006. This business is conducted by: AN INDIVIDUAL. Signed: PAUL YU. This statement was filed with the County Clerk of Los Angeles County on 10/04/2013. The registrant(s) has (have) commenced to transact business under the fictitious business name or names listed above on 10/02/2013. NOTICE: This Fictitious Name Statement expires five years from the date it was filed in the office of the County Clerk. A new Fictitious Business Name Statement must be filed prior to that date. The filing of this statement does not of itself authorize the use in this state of a Fictitious Business Name in violation of the rights of another under Federal, State, or common law (See section 14411 et seq. Business and Professions Code)Publish: Mountain Views News [882,506,1050,591]
notice-publication-dates: Dates Pub: Oct. 12, 19, 26, November 02, 2013 [181,503,285,510]
notice-body: The following person(s) is (are) doing business as: CREDITOR FINANCIALS, CREDITOR FINANCIAL, 212 N. PRIMROSE AVE. STE. A, ALHAMBRA, CA 91801. Full name of registrant(s) is (are) NANSAN LAI, 212 N. PRIMROSE AVE. STE. A, ALHAMBRA, CA 91801, STEPHEN SOOW, 6543 PROVENCE RD., SAN GABRIEL, CA 91775. This business is conducted by: A GENERAL PARTNERSHIP. Signed: NANSAN LAI. This statement was filed with the County Clerk of Los Angeles County on 10/04/2013. The registrant(s) has (have) commenced to transact business under the fictitious business name or names listed above on 10/04/2013. NOTICE: This Fictitious Name Statement expires five years from the date it was filed in the office of the County Clerk. A new Fictitious Business Name Statement must be filed prior to that date. The filing of this statement does not of itself authorize the use in this state of a Fictitious Business Name in violation of the rights of another under Federal, State, or common law (See section 14411 et seq. Business and Professions Code)Publish: Mountain Views News [356,391,524,489]
legal-notice [181,730,348,833]
notice-publication-dates: Publish: Mountain Views News Dates Pub: Oct. 12, 19, 26, November 02, 2013 [6,1092,174,1105]
notice-file-number: File No. 2013-208721 [6,325,55,332]
notice-title: FICTITIOUS BUSINESS NAME STATEMENT [531,690,639,697]
notice-publication-dates: Dates Pub: Oct. 12, 19, 26, November 02, 2013 [707,98,811,105]
section-title: LEGAL NOTICES [717,4,1032,50]
notice-file-number: File No. 2013-208844 [356,721,405,728]
notice-body: The following person(s) is (are) doing business as: COOL GEL, 18572 VIA PRINCESSA #206, CANYON COUNTRY, CA 91387. Full name of registrant(s) is (are) MICHAEL CARGILL, 1824 WILLIAMS CT., LAKE ISABELLA, CA 93240. This business is conducted by: AN INDIVIDUAL. Signed: MICHAEL CARGILL. This statement was filed with the County Clerk of Los Angeles County on 10/07/2013. The registrant(s) has (have) commenced to transact business under the fictitious business name or names listed above on 05/04/1994. NOTICE: This Fictitious Name Statement expires five years from the date it was filed in the office of the County Clerk. A new Fictitious Business Name Statement must be filed prior to that date. The filing of this statement does not of itself authorize the use in this state of a Fictitious Business Name in violation of the rights of another under Federal, State, or common law (See section 14411 et seq. Business and Professions Code)Publish: Mountain Views News [356,179,524,265]
legal-notice [707,437,874,540]
notice-title: FICTITIOUS BUSINESS NAME STATEMENT [707,760,814,767]
legal-notice [357,274,524,377]
notice-file-number: File No. 2013-211063 [356,62,405,69]
notice-publication-dates: Dates Pub: Oct. 12, 19, 26, November 02, 2013 [181,1020,285,1027]
notice-column [6,56,173,1928]
notice-body: The following person(s) is (are) doing business as: BOCA DEL RIO RESTAURANT, 3706 WHITTIER BLVD., L.A., CA 90023. Full name of registrant(s) is (are) JOSE PIMENTEL, 3706 WHITTIER BLVD., L.A., CA 90023. This business is conducted by: AN INDIVIDUAL. Signed: JOSE PIMENTEL. This statement was filed with the County Clerk of Los Angeles County on 10/04/2013. The registrant(s) has (have) commenced to transact business under the fictitious business name or names listed above on N/A. NOTICE: This Fictitious Name Statement expires five years from the date it was filed in the office of the County Clerk. A new Fictitious Business Name Statement must be filed prior to that date. The filing of this statement does not of itself authorize the use in this state of a Fictitious Business Name in violation of the rights of another under Federal, State, or common law (See section 14411 et seq. Business and Professions Code)Publish: Mountain Views News [181,312,349,398]
notice-publication-dates: Dates Pub: Oct. 12, 19, 26, November 02, 2013 [356,594,461,601]
legal-notice [707,107,874,216]
notice-file-number: File No. 2013-212484 [882,986,931,993]
notice-title: FICTITIOUS BUSINESS NAME STATEMENT [882,711,990,718]
notice-file-number: File No. 2013-212572 [707,548,756,555]
notice-file-number: File No. 2013-210807 [356,503,405,510]
notice-publication-dates: Dates Pub: Oct. 12, 19, 26, November 02, 2013 [181,826,285,833]
legal-notice [6,766,173,881]
notice-title: FICTITIOUS BUSINESS NAME STATEMENT [707,986,814,993]
notice-body: The following person(s) is (are) doing business as: DE HOOR RIDE, 7005 SHORE LN., WHITTIER, CA 90606. Full name of registrant(s) is (are) ILIANA HALL, CLINTON I. HALL, 2045 PINECREEK DR., WEST COVINA, CA 91791. This business is conducted by: A MARRIED COUPLE. Signed: ILIANA HALL. This statement was filed with the County Clerk of Los Angeles County on 10/04/2013. The registrant(s) has (have) commenced to transact business under the fictitious business name or names listed above on N/A. NOTICE: This Fictitious Name Statement expires five years from the date it was filed in the office of the County Clerk. A new Fictitious Business Name Statement must be filed prior to that date. The filing of this statement does not of itself authorize the use in this state of a Fictitious Business Name in violation of the rights of another under Federal, State, or common law (See section 14411 et seq. Business and Professions Code)Publish: Mountain Views News [356,727,524,812]
notice-file-number: File No. 2013-209703 [882,606,931,613]
notice-file-number: File No. 2013-208845 [181,841,230,848]
notice-file-number: File No. 2013-210809 [356,279,405,286]
notice-title: FICTITIOUS BUSINESS NAME STATEMENT [882,382,990,389]
notice-publication-dates: Dates Pub: Oct. 12, 19, 26, November 02, 2013 [707,210,811,217]
footer-address: Mountain Views News 80 W Sierra Madre Blvd. No. 327 Sierra Madre, Ca. 91024 Office: 626.355.2737 Fax: 626.609.3285 [10,1931,688,1945]
notice-publication-dates: Dates Pub: Oct. 12, 19, 26, November 02, 2013 [531,1038,636,1045]
notice-publication-dates: Dates Pub: Oct. 12, 19, 26, November 02, 2013 [356,917,461,924]
notice-publication-dates: Dates Pub: Oct. 12, 19, 26, November 02, 2013 [356,488,461,495]
notice-publication-dates: Publish: Mountain Views News Dates Pub: Oct. 12, 19, 26, November 02, 2013 [6,751,174,764]
legal-notice [357,715,524,818]
notice-body: The following person(s) is (are) doing business as: CALOSL CALOSL CLOTHING, 404 N. VISTA AVE., MONTEBELLO, CA 90640. Full name of registrant(s) is (are) EDWARD BORCHORDT, 404 N. VISTA AVE., MONTEBELLO, CA 90640. This business is conducted by: AN INDIVIDUAL. Signed: EDWARD BORCHORDT. This statement was filed with the County Clerk of Los Angeles County on 10/08/2013. The registrant(s) has (have) commenced to transact business under the fictitious business name or names listed above on N/A. NOTICE: This Fictitious Name Statement expires five years from the date it was filed in the office of the County Clerk. A new Fictitious Business Name Statement must be filed prior to that date. The filing of this statement does not of itself authorize the use in this state of a Fictitious Business Name in violation of the rights of another under Federal, State, or common law (See section 14411 et seq. Business and Professions Code)Publish: Mountain Views News [181,742,349,827]
notice-body: The following person(s) is (are) doing business as: BY REFERRAL ONLY LIMOUSINE, 1433 E. LEMON AVE., BRADBURY, CA 91010. Full name of registrant(s) is (are) ALKANA INDUSTRIES, 1433 E. LEMON AVE., BRADBURY, CA 91010. This business is conducted by: A CORPORATION. Signed: JEFFREY ALKANA. This statement was filed with the County Clerk of Los Angeles County on 10/10/2013. The registrant(s) has (have) commenced to transact business under the fictitious business name or names listed above on N/A. NOTICE: This Fictitious Name Statement expires five years from the date it was filed in the office of the County Clerk. A new Fictitious Business Name Statement must be filed prior to that date. The filing of this statement does not of itself authorize the use in this state of a Fictitious Business Name in violation of the rights of another under Federal, State, or common law (See section 14411 et seq. Business and Professions Code)Publish: Mountain Views News [181,418,349,504]
notice-body: The following person(s) is (are) doing business as: CUTIE NAIL & SPA, 3840 E. WILLOW ST., SIGNAL HILL, CA 90755. Full name of registrant(s) is (are) KATIE TRAN, 2322 N. JETTY DR., SANTA ANA, CA 92706. This business is conducted by: AN INDIVIDUAL. Signed: KATIE TRAN. This statement was filed with the County Clerk of Los Angeles County on 10/08/2013. The registrant(s) has (have) commenced to transact business under the fictitious business name or names listed above on N/A. NOTICE: This Fictitious Name Statement expires five years from the date it was filed in the office of the County Clerk. A new Fictitious Business Name Statement must be filed prior to that date. The filing of this statement does not of itself authorize the use in this state of a Fictitious Business Name in violation of the rights of another under Federal, State, or common law (See section 14411 et seq. Business and Professions Code)Publish: Mountain Views News [356,509,524,595]
notice-title: FICTITIOUS BUSINESS NAME STATEMENT [356,1101,464,1108]
legal-notice [532,132,699,235]
notice-publication-dates: Dates Pub: Oct. 12, 19, 26, November 02, 2013 [181,397,285,404]
notice-publication-dates: Dates Pub: Oct. 12, 19, 26, November 02, 2013 [531,122,636,129]
legal-notice [357,168,524,271]
notice-title: FICTITIOUS BUSINESS NAME STATEMENT [356,273,464,280]
legal-notice [532,237,699,340]
notice-body: The following person(s) is (are) doing business as: AMERICAN PROPERTIES MANAGEMENT, 12 N. DIAMOND BAR BLVD. #472, DIAMOND BAR, CA 91765. Full name of registrant(s) is (are) SKH INVESTMENTS, INC., 1542 S. DIAMOND BAR BLVD. #272, DIAMOND BAR, CA 91765. This business is conducted by: A CORPORATION. Signed: SAMUEL HUGHES. This statement was filed with the County Clerk of Los Angeles County on 10/10/2013. The registrant(s) has (have) commenced to transact business under the fictitious business name or names listed above on N/A. NOTICE: This Fictitious Name Statement expires five years from the date it was filed in the office of the County Clerk. A new Fictitious Business Name Statement must be filed prior to that date. The filing of this statement does not of itself authorize the use in this state of a Fictitious Business Name in violation of the rights of another under Federal, State, or common law (See section 14411 et seq. Business and Professions Code). [6,778,174,870]
notice-column [357,56,524,1928]
legal-notice [883,600,1050,709]
notice-title: STATEMENT OF ABANDONMENT OF USE OF FICTITIOUS BUSINESS NAME [6,56,174,69]
notice-file-number: File No. 2013-211611 [6,660,54,667]
